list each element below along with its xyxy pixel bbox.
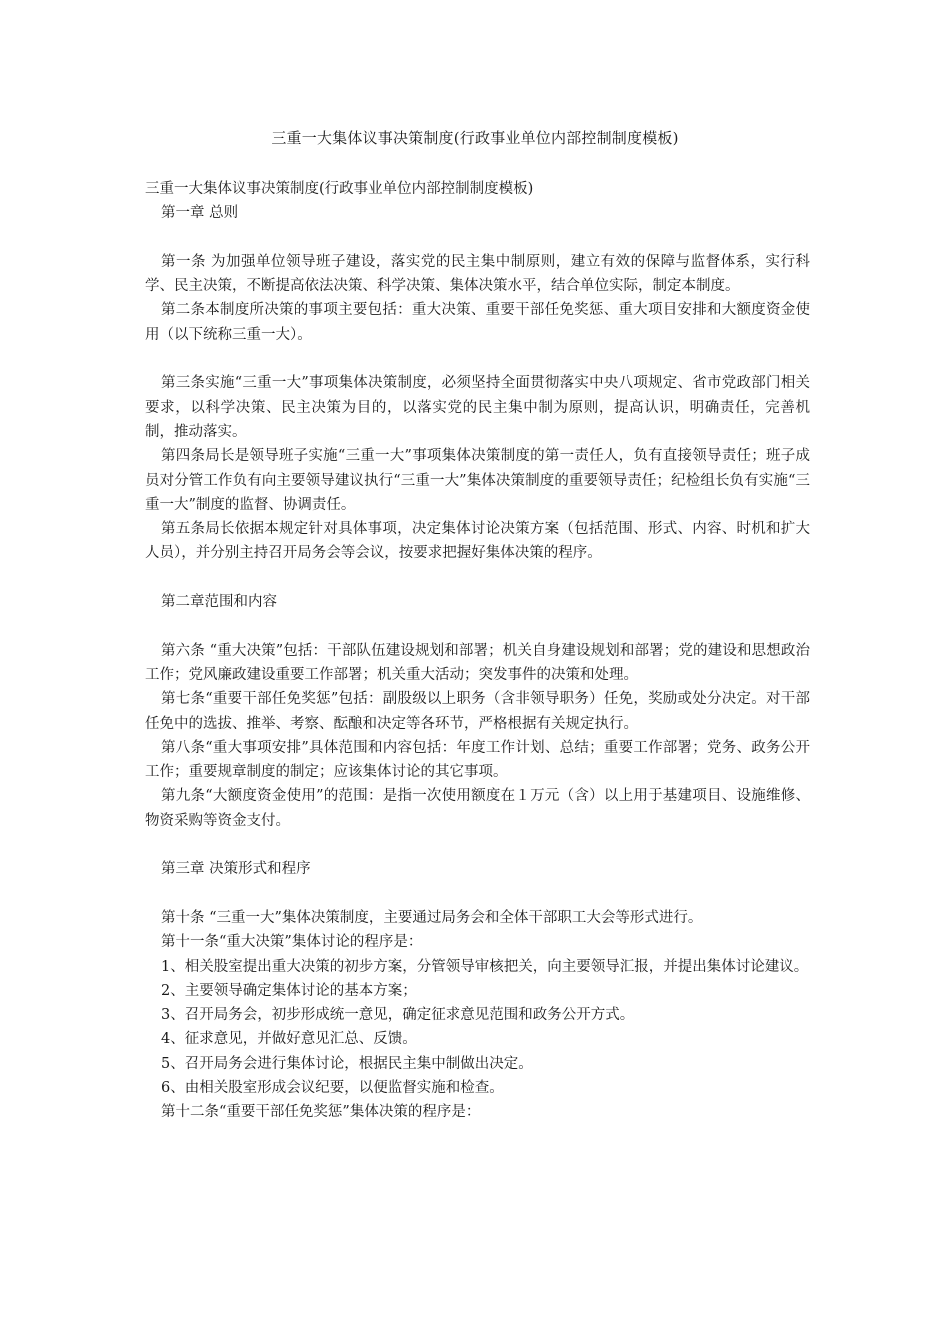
paragraph: 第八条“重大事项安排”具体范围和内容包括：年度工作计划、总结；重要工作部署；党务、政务公开工作；重要规章制度的制定；应该集体讨论的其它事项。 [145, 739, 810, 781]
paragraph: 第七条“重要干部任免奖惩”包括：副股级以上职务（含非领导职务）任免，奖励或处分决定。对干部任免中的选拔、推举、考察、酝酿和决定等各环节，严格根据有关规定执行。 [145, 691, 810, 732]
paragraph: 第五条局长依据本规定针对具体事项，决定集体讨论决策方案（包括范围、形式、内容、时机和扩大人员），并分别主持召开局务会等会议，按要求把握好集体决策的程序。 [145, 521, 810, 562]
document-body [145, 177, 810, 1125]
paragraph: 第十一条“重大决策”集体讨论的程序是： [161, 934, 423, 951]
paragraph: 第六条 “重大决策”包括：干部队伍建设规划和部署；机关自身建设规划和部署；党的建设和思想政治工作；党风廉政建设重要工作部署；机关重大活动；突发事件的决策和处理。 [145, 642, 810, 683]
paragraph: 第十条 “三重一大”集体决策制度，主要通过局务会和全体干部职工大会等形式进行。 [161, 909, 703, 926]
paragraph: 第二章范围和内容 [161, 594, 277, 611]
blank-line [145, 833, 810, 857]
paragraph: 第一章 总则 [161, 205, 239, 222]
paragraph: 第二条本制度所决策的事项主要包括：重大决策、重要干部任免奖惩、重大项目安排和大额度资金使用（以下统称三重一大）。 [145, 302, 810, 343]
paragraph: 第九条“大额度资金使用”的范围：是指一次使用额度在１万元（含）以上用于基建项目、设施维修、物资采购等资金支付。 [145, 788, 810, 829]
paragraph: 第四条局长是领导班子实施“三重一大”事项集体决策制度的第一责任人，负有直接领导责任；班子成员对分管工作负有向主要领导建议执行“三重一大”集体决策制度的重要领导责任；纪检组长负有实施“三重一大”制度的监督、协调责任。 [145, 448, 810, 513]
document-title: 三重一大集体议事决策制度(行政事业单位内部控制制度模板) [271, 129, 679, 147]
paragraph: 6、由相关股室形成会议纪要，以便监督实施和检查。 [161, 1079, 504, 1096]
paragraph: 第三章 决策形式和程序 [161, 861, 311, 878]
paragraph: 第十二条“重要干部任免奖惩”集体决策的程序是： [161, 1104, 481, 1121]
blank-line [145, 566, 810, 590]
blank-line [145, 614, 810, 638]
paragraph: 三重一大集体议事决策制度(行政事业单位内部控制制度模板) [145, 181, 534, 197]
paragraph: 第三条实施“三重一大”事项集体决策制度，必须坚持全面贯彻落实中央八项规定、省市党政部门相关要求，以科学决策、民主决策为目的，以落实党的民主集中制为原则，提高认识，明确责任，完善机制，推动落实。 [145, 375, 810, 440]
paragraph: 2、主要领导确定集体讨论的基本方案； [161, 982, 417, 999]
blank-line [145, 882, 810, 906]
paragraph: 5、召开局务会进行集体讨论，根据民主集中制做出决定。 [161, 1055, 533, 1072]
paragraph: 4、征求意见，并做好意见汇总、反馈。 [161, 1031, 417, 1048]
paragraph: 1、相关股室提出重大决策的初步方案，分管领导审核把关，向主要领导汇报，并提出集体讨论建议。 [161, 958, 809, 975]
blank-line [145, 347, 810, 371]
blank-line [145, 226, 810, 250]
paragraph: 第一条 为加强单位领导班子建设，落实党的民主集中制原则，建立有效的保障与监督体系，实行科学、民主决策，不断提高依法决策、科学决策、集体决策水平，结合单位实际，制定本制度。 [145, 253, 810, 295]
paragraph: 3、召开局务会，初步形成统一意见，确定征求意见范围和政务公开方式。 [161, 1007, 635, 1024]
